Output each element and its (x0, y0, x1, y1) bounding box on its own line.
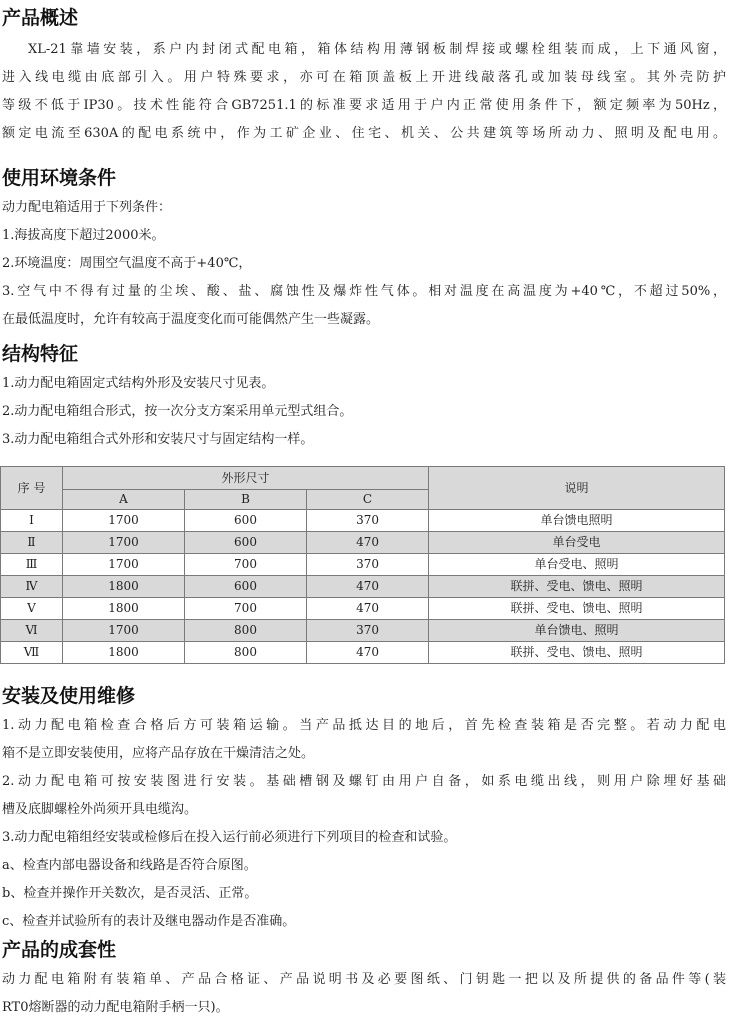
cell-c: 470 (307, 532, 429, 554)
header-dims: 外形尺寸 (63, 467, 429, 490)
cell-a: 1700 (63, 554, 185, 576)
overview-line: 等级不低于IP30。技术性能符合GB7251.1的标准要求适用于户内正常使用条件下，额定频率为50Hz， (2, 98, 726, 113)
cell-a: 1800 (63, 642, 185, 664)
cell-c: 370 (307, 510, 429, 532)
environment-line: 3.空气中不得有过量的尘埃、酸、盐、腐蚀性及爆炸性气体。相对温度在高温度为+40℃，不超过50%， (2, 284, 726, 299)
cell-b: 700 (185, 554, 307, 576)
section-title-structure: 结构特征 (2, 343, 79, 365)
install-line: 箱不是立即安装使用，应将产品存放在干燥清洁之处。 (2, 746, 315, 761)
table-row (1, 510, 725, 532)
header-seq: 序 号 (1, 467, 63, 510)
cell-seq: Ⅵ (1, 620, 63, 642)
cell-a: 1800 (63, 598, 185, 620)
header-a: A (63, 490, 185, 510)
cell-a: 1800 (63, 576, 185, 598)
install-line: 槽及底脚螺栓外尚须开具电缆沟。 (2, 802, 198, 817)
cell-seq: Ⅶ (1, 642, 63, 664)
environment-line: 2.环境温度：周围空气温度不高于+40℃， (2, 256, 252, 271)
section-title-install: 安装及使用维修 (2, 685, 136, 707)
cell-seq: Ⅰ (1, 510, 63, 532)
cell-b: 700 (185, 598, 307, 620)
cell-seq: Ⅴ (1, 598, 63, 620)
kit-line: RT0熔断器的动力配电箱附手柄一只)。 (2, 1000, 229, 1015)
cell-c: 470 (307, 576, 429, 598)
overview-line: 额定电流至630A的配电系统中，作为工矿企业、住宅、机关、公共建筑等场所动力、照明及配电用。 (2, 126, 726, 141)
cell-c: 470 (307, 642, 429, 664)
structure-paragraph (2, 370, 726, 454)
install-line: 3.动力配电箱组经安装或检修后在投入运行前必须进行下列项目的检查和试验。 (2, 830, 457, 845)
section-title-overview: 产品概述 (2, 7, 79, 29)
table-row (1, 576, 725, 598)
cell-c: 370 (307, 620, 429, 642)
cell-a: 1700 (63, 532, 185, 554)
header-c: C (307, 490, 429, 510)
cell-seq: Ⅲ (1, 554, 63, 576)
structure-line: 2.动力配电箱组合形式，按一次分支方案采用单元型式组合。 (2, 404, 353, 419)
cell-a: 1700 (63, 620, 185, 642)
cell-note: 联拼、受电、馈电、照明 (429, 598, 725, 620)
environment-line: 1.海拔高度下超过2000米。 (2, 228, 165, 243)
cell-note: 单台受电、照明 (429, 554, 725, 576)
cell-seq: Ⅳ (1, 576, 63, 598)
header-b: B (185, 490, 307, 510)
structure-line: 3.动力配电箱组合式外形和安装尺寸与固定结构一样。 (2, 432, 314, 447)
cell-b: 600 (185, 532, 307, 554)
kit-paragraph (2, 966, 726, 1022)
cell-b: 600 (185, 576, 307, 598)
cell-c: 370 (307, 554, 429, 576)
dimension-table (0, 466, 725, 664)
table-row (1, 532, 725, 554)
cell-c: 470 (307, 598, 429, 620)
table-row (1, 620, 725, 642)
install-line: 2.动力配电箱可按安装图进行安装。基础槽钢及螺钉由用户自备，如系电缆出线，则用户除埋好基础 (2, 774, 726, 789)
install-line: b、检查并操作开关数次，是否灵活、正常。 (2, 886, 258, 901)
kit-line: 动力配电箱附有装箱单、产品合格证、产品说明书及必要图纸、门钥匙一把以及所提供的备品件等(装 (2, 972, 726, 987)
cell-b: 800 (185, 620, 307, 642)
table-row (1, 642, 725, 664)
install-line: 1.动力配电箱检查合格后方可装箱运输。当产品抵达目的地后，首先检查装箱是否完整。若动力配电 (2, 718, 726, 733)
cell-note: 单台受电 (429, 532, 725, 554)
cell-seq: Ⅱ (1, 532, 63, 554)
cell-b: 600 (185, 510, 307, 532)
cell-b: 800 (185, 642, 307, 664)
overview-paragraph (2, 36, 726, 148)
section-title-environment: 使用环境条件 (2, 167, 117, 189)
cell-note: 单台馈电、照明 (429, 620, 725, 642)
environment-paragraph (2, 194, 726, 334)
cell-note: 联拼、受电、馈电、照明 (429, 576, 725, 598)
environment-line: 在最低温度时，允许有较高于温度变化而可能偶然产生一些凝露。 (2, 312, 380, 327)
cell-a: 1700 (63, 510, 185, 532)
header-note: 说明 (429, 467, 725, 510)
overview-line: XL-21靠墙安装，系户内封闭式配电箱，箱体结构用薄钢板制焊接或螺栓组装而成，上下通风窗， (28, 42, 726, 57)
cell-note: 单台馈电照明 (429, 510, 725, 532)
install-paragraph (2, 712, 726, 936)
structure-line: 1.动力配电箱固定式结构外形及安装尺寸见表。 (2, 376, 275, 391)
cell-note: 联拼、受电、馈电、照明 (429, 642, 725, 664)
overview-line: 进入线电缆由底部引入。用户特殊要求，亦可在箱顶盖板上开进线敲落孔或加装母线室。其外壳防护 (2, 70, 726, 85)
environment-line: 动力配电箱适用于下列条件： (2, 200, 172, 215)
install-line: c、检查并试验所有的表计及继电器动作是否准确。 (2, 914, 296, 929)
section-title-kit: 产品的成套性 (2, 939, 117, 961)
install-line: a、检查内部电器设备和线路是否符合原图。 (2, 858, 257, 873)
table-row (1, 554, 725, 576)
table-row (1, 598, 725, 620)
